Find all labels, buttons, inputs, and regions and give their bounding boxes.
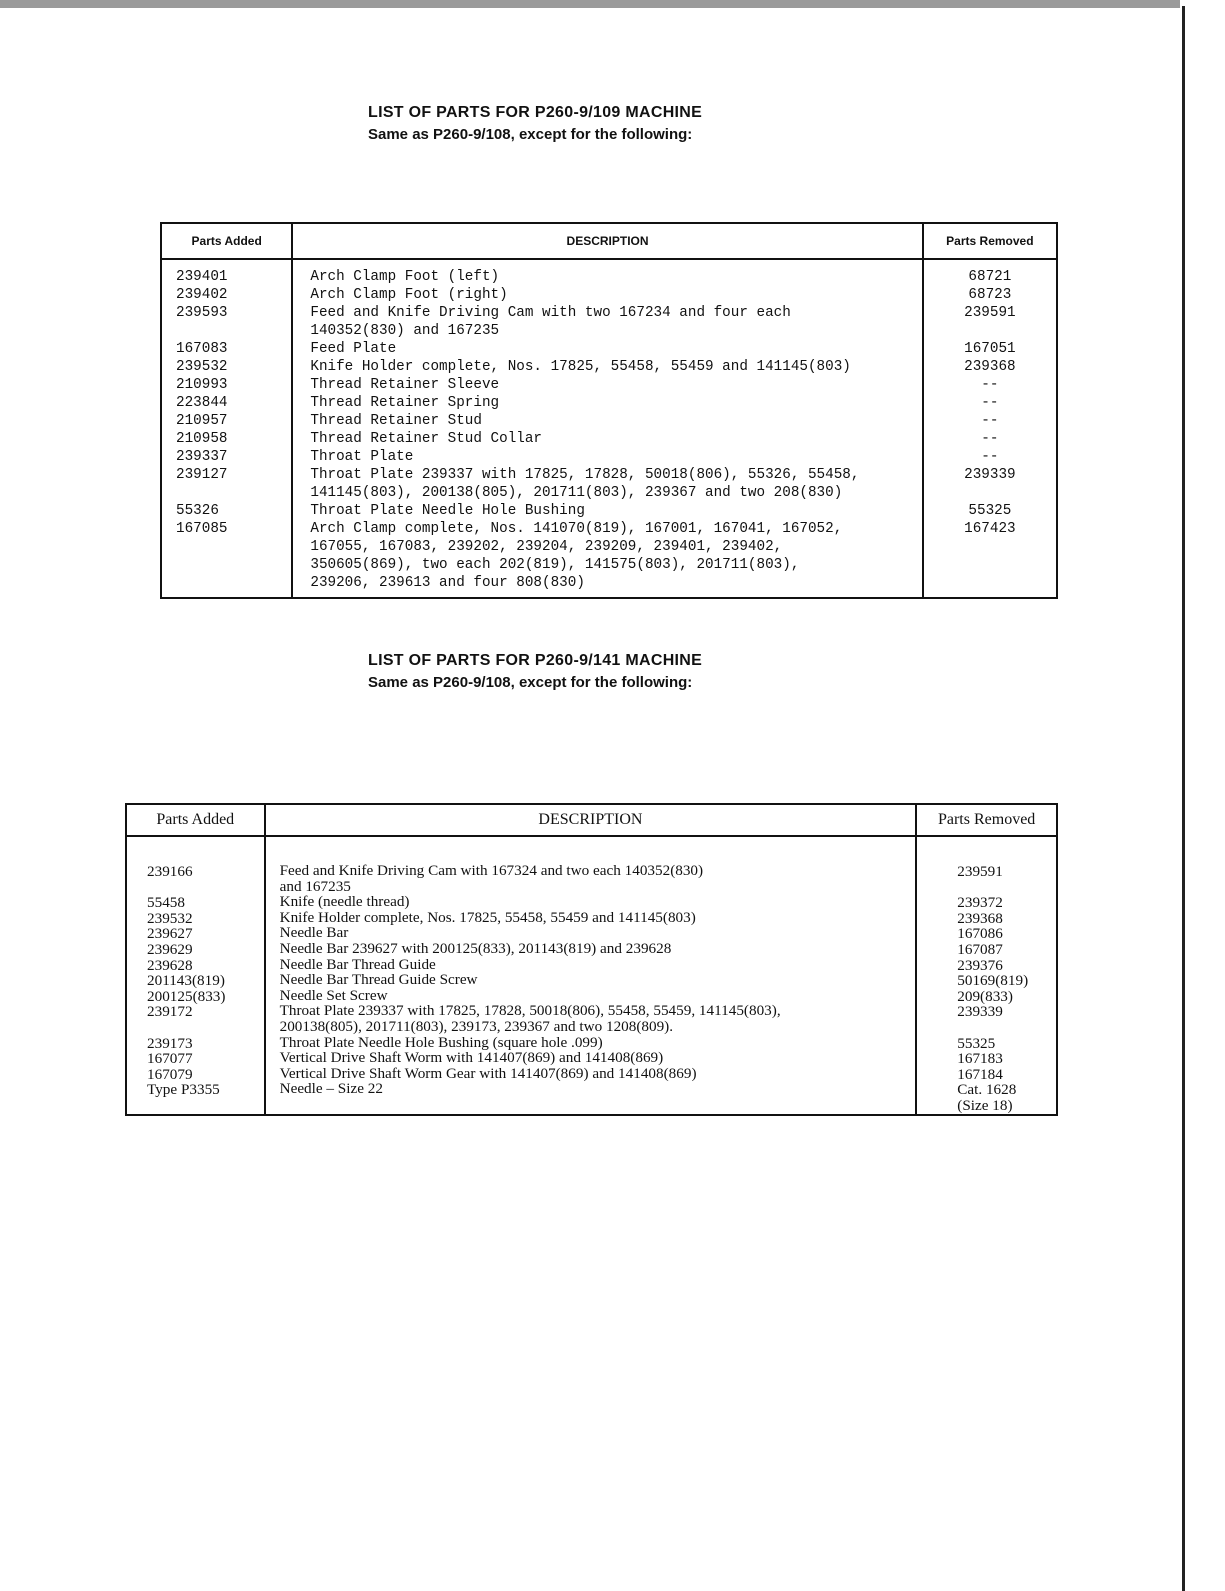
part-number-removed: -- (981, 377, 999, 393)
part-number-removed: -- (981, 449, 999, 465)
part-description: Needle Bar (279, 924, 349, 942)
part-number-removed: 167086 (957, 925, 1003, 943)
part-description: Knife Holder complete, Nos. 17825, 55458, 55459 and 141145(803) (279, 908, 696, 926)
parts-removed-column (923, 259, 1057, 598)
part-number-removed: 239339 (957, 1003, 1003, 1021)
part-number-added: 239173 (147, 1034, 193, 1052)
header-parts-added: Parts Added (161, 223, 292, 259)
header-description: DESCRIPTION (292, 223, 922, 259)
part-description: and 167235 (279, 877, 351, 895)
part-description: Arch Clamp Foot (left) (310, 269, 500, 285)
part-number-added: 167079 (147, 1065, 193, 1083)
header-parts-added: Parts Added (126, 804, 265, 836)
part-number-added: 55326 (176, 503, 219, 519)
part-number-added: 239166 (147, 863, 193, 880)
part-number-added: 239532 (176, 359, 228, 375)
part-number-removed: -- (981, 395, 999, 411)
part-number-added: 239627 (147, 925, 193, 943)
part-description: Throat Plate (310, 449, 414, 465)
part-number-removed (924, 484, 1056, 502)
part-number-removed: 68721 (968, 269, 1012, 285)
header-parts-removed: Parts Removed (916, 804, 1057, 836)
part-number-removed: 55325 (957, 1034, 996, 1052)
part-number-removed (924, 574, 1056, 592)
part-number-removed: 239339 (964, 467, 1016, 483)
part-number-added (162, 556, 291, 574)
part-number-removed: 167051 (964, 341, 1016, 357)
part-description: 140352(830) and 167235 (310, 323, 500, 339)
part-description: Arch Clamp complete, Nos. 141070(819), 167001, 167041, 167052, (310, 521, 843, 537)
part-description: Needle Set Screw (279, 986, 388, 1004)
part-number-removed: -- (981, 413, 999, 429)
part-number-added: 239127 (176, 467, 228, 483)
part-description: Thread Retainer Stud Collar (310, 431, 543, 447)
part-description: Feed and Knife Driving Cam with two 167234 and four each (310, 305, 791, 321)
part-number-removed: 55325 (968, 503, 1012, 519)
part-description: Throat Plate 239337 with 17825, 17828, 50018(806), 55458, 55459, 141145(803), (279, 1002, 781, 1020)
part-number-removed: 239372 (957, 894, 1003, 912)
part-number-added: 210958 (176, 431, 228, 447)
parts-added-column (161, 259, 292, 598)
part-number-added (127, 1020, 264, 1036)
part-number-removed (917, 1020, 1056, 1036)
part-number-removed: 167423 (964, 521, 1016, 537)
part-number-removed: -- (981, 431, 999, 447)
part-number-removed (924, 556, 1056, 574)
part-description: 239206, 239613 and four 808(830) (310, 575, 585, 591)
part-number-added: 55458 (147, 894, 185, 912)
part-number-added (162, 574, 291, 592)
part-description: Needle Bar 239627 with 200125(833), 201143(819) and 239628 (279, 939, 672, 957)
part-number-removed: 68723 (968, 287, 1012, 303)
header-description: DESCRIPTION (265, 804, 917, 836)
parts-table-109 (160, 222, 1058, 599)
part-description: Feed Plate (310, 341, 397, 357)
part-description: Needle Bar Thread Guide Screw (279, 971, 478, 989)
part-number-added: 200125(833) (147, 987, 226, 1005)
part-number-removed: 239376 (957, 956, 1003, 974)
parts-removed-column (916, 836, 1057, 1115)
part-number-added: 239629 (147, 940, 193, 958)
part-description: Throat Plate Needle Hole Bushing (square hole .099) (279, 1033, 603, 1051)
part-number-added: 239532 (147, 909, 193, 927)
part-number-added: 223844 (176, 395, 228, 411)
part-number-added: 239337 (176, 449, 228, 465)
section2-heading (368, 650, 702, 694)
part-number-added (162, 484, 291, 502)
part-number-added: 239593 (176, 305, 228, 321)
part-number-added: 167077 (147, 1050, 193, 1068)
part-number-removed: 209(833) (957, 987, 1013, 1005)
part-number-removed: 167087 (957, 940, 1003, 958)
part-number-removed: 239368 (957, 909, 1003, 927)
part-description: Needle – Size 22 (279, 1080, 383, 1098)
part-description: Thread Retainer Sleeve (310, 377, 500, 393)
part-number-added: 239172 (147, 1003, 193, 1021)
part-number-added: 239628 (147, 956, 193, 974)
part-number-removed: 167184 (957, 1065, 1003, 1083)
part-number-added: 239401 (176, 269, 228, 285)
part-number-removed (924, 322, 1056, 340)
part-number-added: 167083 (176, 341, 228, 357)
part-number-removed: 239368 (964, 359, 1016, 375)
part-description: Vertical Drive Shaft Worm Gear with 141407(869) and 141408(869) (279, 1064, 697, 1082)
part-number-removed: 239591 (957, 863, 1003, 880)
part-number-added: 210957 (176, 413, 228, 429)
part-description: 167055, 167083, 239202, 239204, 239209, 239401, 239402, (310, 539, 783, 555)
part-description: 200138(805), 201711(803), 239173, 239367 and two 1208(809). (279, 1017, 674, 1035)
header-parts-removed: Parts Removed (923, 223, 1057, 259)
part-number-added: 210993 (176, 377, 228, 393)
part-number-removed (917, 880, 1056, 896)
part-description: 141145(803), 200138(805), 201711(803), 239367 and two 208(830) (310, 485, 843, 501)
scan-right-edge (1182, 6, 1185, 1591)
part-number-added: 201143(819) (147, 972, 225, 990)
part-number-removed (924, 538, 1056, 556)
part-number-removed: 167183 (957, 1050, 1003, 1068)
part-number-added: 239402 (176, 287, 228, 303)
section2-subtitle: Same as P260-9/108, except for the following: (368, 674, 693, 691)
part-description: Arch Clamp Foot (right) (310, 287, 508, 303)
part-description: Throat Plate Needle Hole Bushing (310, 503, 585, 519)
part-description: Feed and Knife Driving Cam with 167324 and two each 140352(830) (279, 862, 704, 879)
part-description: Needle Bar Thread Guide (279, 955, 436, 973)
part-description: Knife Holder complete, Nos. 17825, 55458, 55459 and 141145(803) (310, 359, 851, 375)
section1-heading (368, 102, 702, 146)
part-description: Vertical Drive Shaft Worm with 141407(869) and 141408(869) (279, 1049, 664, 1067)
part-number-added: 167085 (176, 521, 228, 537)
section1-subtitle: Same as P260-9/108, except for the following: (368, 126, 693, 143)
part-number-removed: 239591 (964, 305, 1016, 321)
description-column (265, 836, 917, 1115)
part-description: Thread Retainer Stud (310, 413, 482, 429)
part-number-added (127, 880, 264, 896)
section1-title: LIST OF PARTS FOR P260-9/109 MACHINE (368, 104, 703, 121)
part-number-added: Type P3355 (147, 1081, 220, 1099)
part-number-removed: 50169(819) (957, 972, 1029, 990)
part-number-removed: Cat. 1628 (957, 1081, 1017, 1099)
part-description: Knife (needle thread) (279, 893, 410, 911)
part-description: 350605(869), two each 202(819), 141575(803), 201711(803), (310, 557, 800, 573)
section2-title: LIST OF PARTS FOR P260-9/141 MACHINE (368, 652, 703, 669)
part-description: Throat Plate 239337 with 17825, 17828, 50018(806), 55326, 55458, (310, 467, 860, 483)
part-number-removed: (Size 18) (957, 1096, 1013, 1114)
parts-table-141 (125, 803, 1058, 1116)
parts-added-column (126, 836, 265, 1115)
part-number-added (162, 322, 291, 340)
part-description: Thread Retainer Spring (310, 395, 500, 411)
part-number-added (162, 538, 291, 556)
scan-top-edge (0, 0, 1180, 8)
description-column (292, 259, 922, 598)
